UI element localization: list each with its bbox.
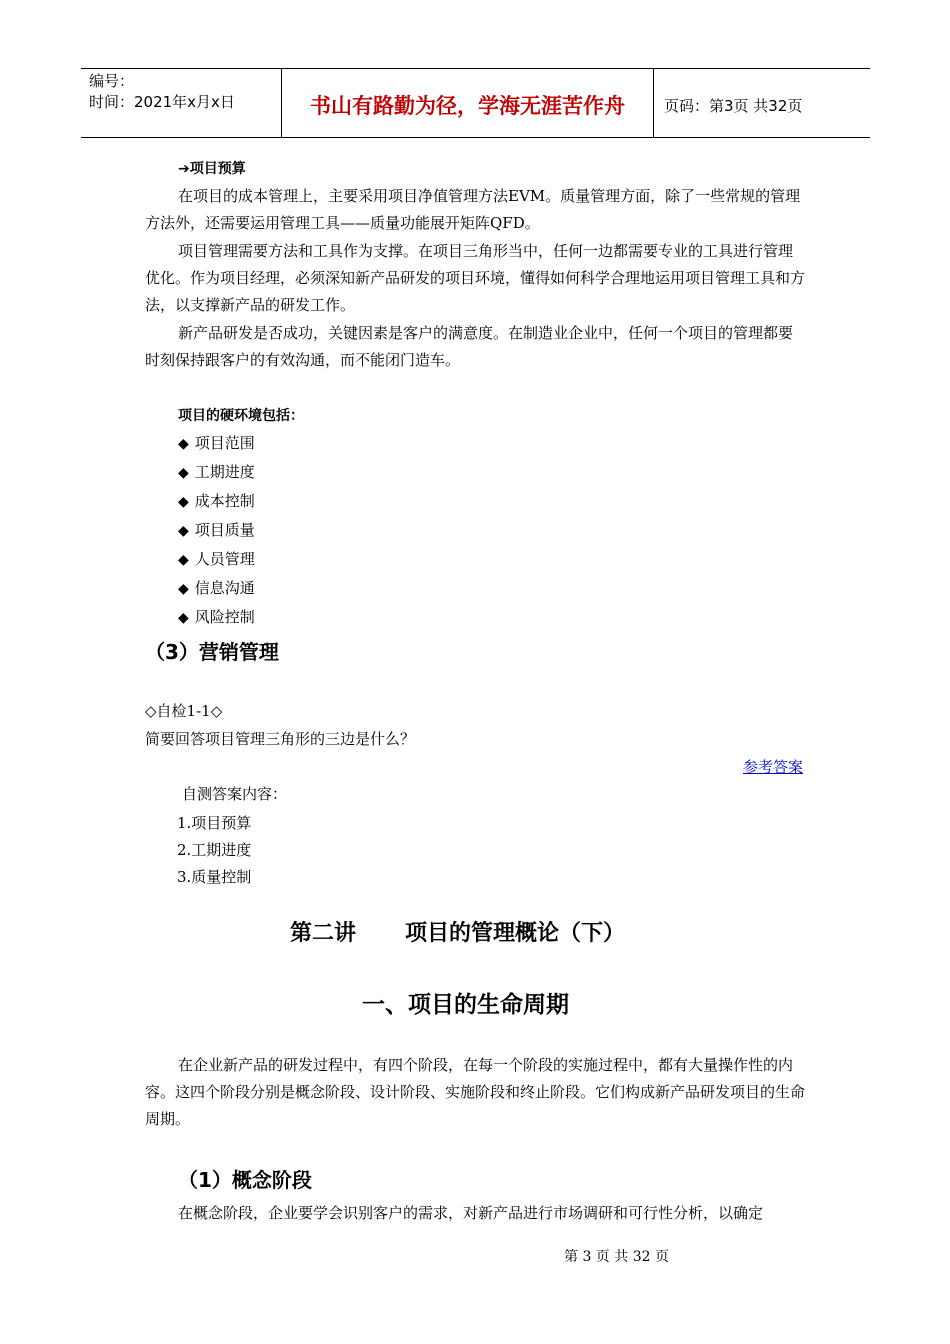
diamond-bullet-icon: ◆ xyxy=(178,552,189,568)
concept-heading: （1）概念阶段 xyxy=(178,1168,312,1192)
answer-item: 2.工期进度 xyxy=(177,841,252,859)
lecture-title: 项目的管理概论（下） xyxy=(405,921,626,946)
budget-paragraph-2: 项目管理需要方法和工具作为支撑。在项目三角形当中，任何一边都需要专业的工具进行管理优化。作为项目经理，必须深知新产品研发的项目环境，懂得如何科学合理地运用项目管理工具和方法，以支撑新产品的研发工作。 xyxy=(145,242,806,314)
header-page-cell xyxy=(654,69,870,137)
budget-heading: 项目预算 xyxy=(189,161,246,177)
diamond-bullet-icon: ◆ xyxy=(178,465,189,481)
arrow-icon: ➔ xyxy=(178,161,190,177)
diamond-bullet-icon: ◆ xyxy=(178,494,189,510)
diamond-bullet-icon: ◆ xyxy=(178,523,189,539)
diamond-bullet-icon: ◆ xyxy=(178,436,189,452)
reference-answer-link[interactable]: 参考答案 xyxy=(743,758,804,776)
answer-item: 3.质量控制 xyxy=(177,868,252,886)
concept-paragraph: 在概念阶段，企业要学会识别客户的需求，对新产品进行市场调研和可行性分析，以确定 xyxy=(178,1204,764,1222)
list-item: ◆ 工期进度 xyxy=(178,463,255,481)
diamond-bullet-icon: ◆ xyxy=(178,610,189,626)
time-label: 时间：2021年x月x日 xyxy=(89,93,235,111)
answer-item: 1.项目预算 xyxy=(177,814,252,832)
section-title: 一、项目的生命周期 xyxy=(362,992,569,1018)
hard-env-heading: 项目的硬环境包括： xyxy=(178,408,304,424)
list-item: ◆ 项目范围 xyxy=(178,434,255,452)
list-item: ◆ 项目质量 xyxy=(178,521,255,539)
self-check-question: 简要回答项目管理三角形的三边是什么？ xyxy=(145,730,416,748)
budget-heading-row xyxy=(178,158,246,178)
serial-label: 编号： xyxy=(89,72,135,90)
page-footer: 第 3 页 共 32 页 xyxy=(564,1249,669,1265)
lecture-number: 第二讲 xyxy=(290,921,357,946)
list-item: ◆ 信息沟通 xyxy=(178,579,255,597)
header-page-info: 页码：第3页 共32页 xyxy=(664,96,803,115)
header-motto-cell xyxy=(281,69,654,137)
list-item: ◆ 人员管理 xyxy=(178,550,255,568)
diamond-bullet-icon: ◆ xyxy=(178,581,189,597)
budget-paragraph-1: 在项目的成本管理上，主要采用项目净值管理方法EVM。质量管理方面，除了一些常规的管理方法外，还需要运用管理工具——质量功能展开矩阵QFD。 xyxy=(145,187,801,232)
lifecycle-paragraph: 在企业新产品的研发过程中，有四个阶段，在每一个阶段的实施过程中，都有大量操作性的内容。这四个阶段分别是概念阶段、设计阶段、实施阶段和终止阶段。它们构成新产品研发项目的生命周期。 xyxy=(145,1056,806,1128)
list-item: ◆ 成本控制 xyxy=(178,492,255,510)
budget-paragraph-3: 新产品研发是否成功，关键因素是客户的满意度。在制造业企业中，任何一个项目的管理都要时刻保持跟客户的有效沟通，而不能闭门造车。 xyxy=(145,324,794,369)
list-item: ◆ 风险控制 xyxy=(178,608,255,626)
header-motto: 书山有路勤为径，学海无涯苦作舟 xyxy=(310,94,625,118)
page-header xyxy=(81,68,870,138)
self-check-title: ◇自检1-1◇ xyxy=(145,702,223,720)
answer-label: 自测答案内容： xyxy=(182,785,288,803)
header-left-cell xyxy=(81,69,281,137)
marketing-heading: （3）营销管理 xyxy=(145,640,279,664)
